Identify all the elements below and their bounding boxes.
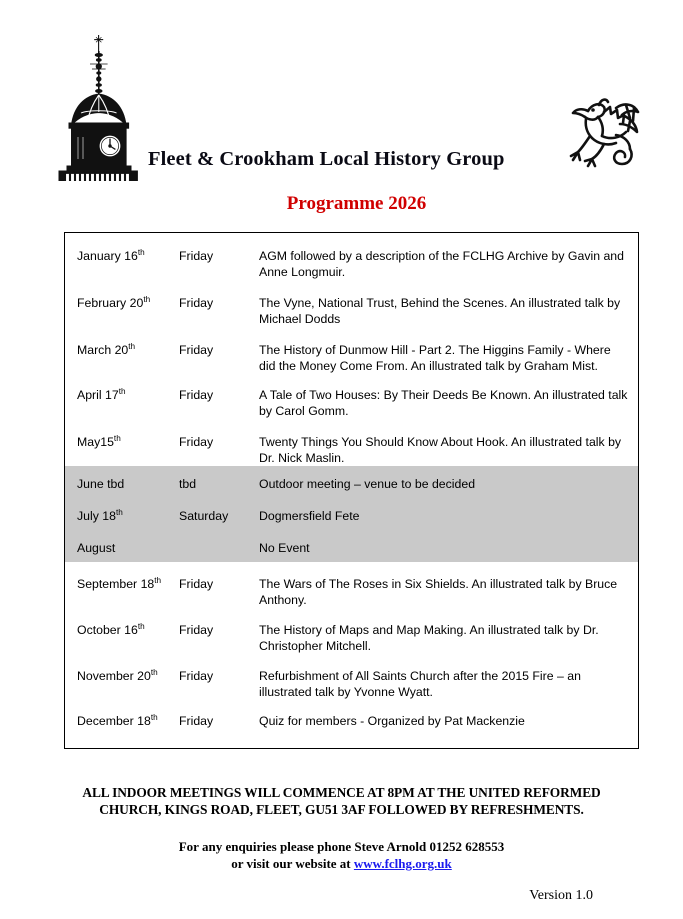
date-ordinal-suffix: th (143, 294, 151, 304)
cell-description: AGM followed by a description of the FCLHG Archive by Gavin and Anne Longmuir. (259, 249, 624, 279)
cell-description: The History of Dunmow Hill - Part 2. The Higgins Family - Where did the Money Come From. An illustrated talk by Graham Mist. (259, 343, 611, 373)
cell-description: Twenty Things You Should Know About Hook. An illustrated talk by Dr. Nick Maslin. (259, 435, 622, 465)
programme-title: Programme 2026 (286, 193, 427, 214)
table-row (65, 498, 638, 530)
cell-description: No Event (259, 541, 310, 555)
table-row (65, 466, 638, 498)
footer-notice (0, 784, 683, 872)
cell-day: tbd (179, 477, 197, 491)
cell-date: June tbd (77, 477, 125, 491)
cell-date: September 18th (77, 575, 162, 591)
date-ordinal-suffix: th (150, 667, 158, 677)
cell-day: Friday (179, 343, 214, 357)
cell-description: The Vyne, National Trust, Behind the Scenes. An illustrated talk by Michael Dodds (259, 296, 621, 326)
organisation-title: Fleet & Crookham Local History Group (148, 148, 505, 170)
table-row (65, 530, 638, 562)
website-link[interactable]: www.fclhg.org.uk (353, 856, 452, 871)
cell-date: April 17th (77, 386, 126, 402)
cell-day: Friday (179, 296, 214, 310)
date-ordinal-suffix: th (150, 712, 158, 722)
cell-description: Outdoor meeting – venue to be decided (259, 477, 476, 491)
clock-tower-logo (52, 33, 146, 181)
enquiries-phone-line: For any enquiries please phone Steve Arnold 01252 628553 (178, 839, 505, 854)
cell-date: February 20th (77, 294, 151, 310)
table-row (65, 562, 638, 608)
table-row (65, 280, 638, 327)
date-ordinal-suffix: th (137, 621, 145, 631)
cell-description: Quiz for members - Organized by Pat Mackenzie (259, 714, 525, 728)
version-label: Version 1.0 (529, 888, 593, 903)
table-row (65, 608, 638, 654)
cell-date: January 16th (77, 247, 145, 263)
cell-day: Friday (179, 577, 214, 591)
cell-day: Friday (179, 435, 214, 449)
date-ordinal-suffix: th (115, 507, 123, 517)
table-row (65, 375, 638, 422)
cell-day: Friday (179, 623, 214, 637)
cell-date: July 18th (77, 507, 123, 523)
cell-date: August (77, 541, 116, 555)
date-ordinal-suffix: th (113, 433, 121, 443)
table-row (65, 654, 638, 700)
cell-date: November 20th (77, 667, 158, 683)
notice-line-2: CHURCH, KINGS ROAD, FLEET, GU51 3AF FOLLOWED BY REFRESHMENTS. (99, 802, 584, 817)
programme-table (64, 232, 639, 749)
enquiries-block (0, 838, 683, 872)
cell-date: October 16th (77, 621, 145, 637)
document-header (0, 0, 683, 232)
cell-date: March 20th (77, 341, 136, 357)
date-ordinal-suffix: th (118, 386, 126, 396)
cell-description: Refurbishment of All Saints Church after the 2015 Fire – an illustrated talk by Yvonne Wyatt. (259, 669, 581, 699)
cell-date: December 18th (77, 712, 158, 728)
heraldic-dragon-logo (564, 88, 656, 176)
notice-line-1: ALL INDOOR MEETINGS WILL COMMENCE AT 8PM AT THE UNITED REFORMED (82, 785, 601, 800)
website-line (0, 855, 683, 872)
table-row (65, 422, 638, 466)
cell-description: The Wars of The Roses in Six Shields. An illustrated talk by Bruce Anthony. (259, 577, 618, 607)
cell-description: Dogmersfield Fete (259, 509, 360, 523)
cell-day: Saturday (179, 509, 229, 523)
table-row (65, 327, 638, 375)
cell-day: Friday (179, 249, 214, 263)
date-ordinal-suffix: th (137, 247, 145, 257)
cell-description: A Tale of Two Houses: By Their Deeds Be Known. An illustrated talk by Carol Gomm. (259, 388, 628, 418)
cell-day: Friday (179, 388, 214, 402)
cell-description: The History of Maps and Map Making. An illustrated talk by Dr. Christopher Mitchell. (259, 623, 599, 653)
cell-day: Friday (179, 669, 214, 683)
cell-date: May15th (77, 433, 121, 449)
date-ordinal-suffix: th (128, 341, 136, 351)
cell-day: Friday (179, 714, 214, 728)
table-row (65, 700, 638, 748)
website-prefix-label: or visit our website at (231, 856, 354, 871)
table-row (65, 233, 638, 280)
date-ordinal-suffix: th (154, 575, 162, 585)
